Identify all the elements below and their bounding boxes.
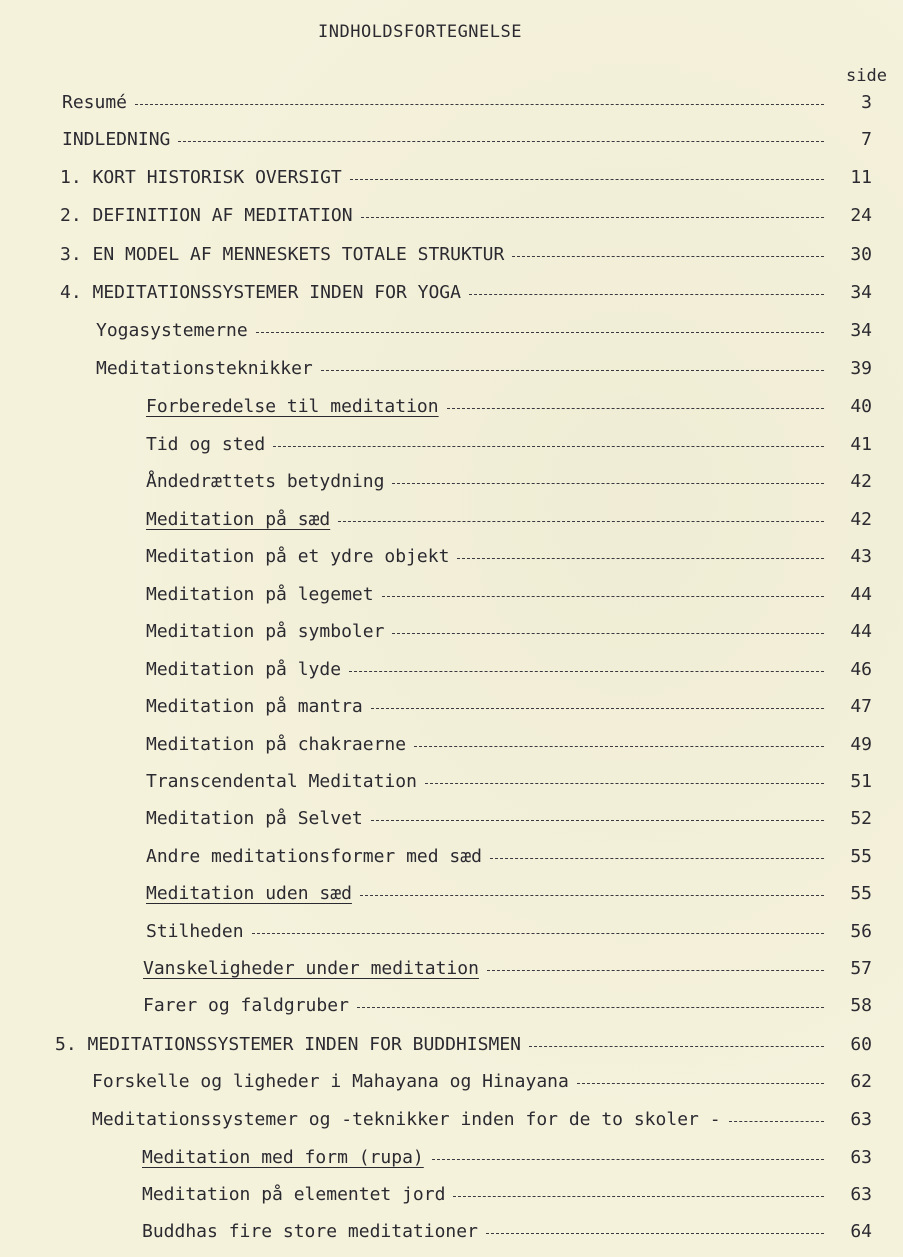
toc-entry-page: 64 xyxy=(850,1221,872,1242)
toc-leader-dashes xyxy=(135,104,824,105)
toc-entry xyxy=(96,358,872,384)
toc-entry xyxy=(146,808,872,834)
toc-entry-label: Tid og sted xyxy=(146,434,266,455)
toc-entry-page: 63 xyxy=(850,1109,872,1130)
toc-entry-page: 30 xyxy=(850,244,872,265)
toc-leader-dashes xyxy=(360,895,824,896)
toc-entry-page: 34 xyxy=(850,320,872,341)
toc-entry-label: Resumé xyxy=(62,92,128,113)
toc-entry xyxy=(146,471,872,497)
toc-entry xyxy=(55,1034,872,1060)
toc-entry-label: Stilheden xyxy=(146,921,244,942)
toc-entry-label: 4. MEDITATIONSSYSTEMER INDEN FOR YOGA xyxy=(60,282,461,303)
toc-entry xyxy=(62,129,872,155)
toc-entry xyxy=(146,584,872,610)
toc-entry-label: 2. DEFINITION AF MEDITATION xyxy=(60,205,353,226)
toc-entry-label: 5. MEDITATIONSSYSTEMER INDEN FOR BUDDHISMEN xyxy=(55,1034,521,1055)
toc-entry-page: 49 xyxy=(850,734,872,755)
toc-entry xyxy=(146,771,872,797)
toc-entry-page: 47 xyxy=(850,696,872,717)
toc-entry-page: 44 xyxy=(850,584,872,605)
toc-entry xyxy=(146,921,872,947)
toc-entry xyxy=(146,883,872,909)
toc-entry-page: 46 xyxy=(850,659,872,680)
page-title: INDHOLDSFORTEGNELSE xyxy=(318,22,522,42)
toc-entry xyxy=(142,1147,872,1173)
toc-leader-dashes xyxy=(469,294,824,295)
toc-leader-dashes xyxy=(178,141,824,142)
toc-entry-page: 63 xyxy=(850,1147,872,1168)
toc-entry xyxy=(142,1184,872,1210)
toc-entry xyxy=(146,659,872,685)
toc-entry-page: 44 xyxy=(850,621,872,642)
toc-entry-page: 41 xyxy=(850,434,872,455)
toc-entry-page: 40 xyxy=(850,396,872,417)
toc-entry-page: 56 xyxy=(850,921,872,942)
toc-entry xyxy=(96,320,872,346)
toc-entry-label: Meditation på mantra xyxy=(146,696,363,717)
toc-entry xyxy=(60,167,872,193)
toc-entry-label: Meditation på et ydre objekt xyxy=(146,546,450,567)
toc-entry-label: Forberedelse til meditation xyxy=(146,396,439,417)
toc-leader-dashes xyxy=(447,408,824,409)
toc-leader-dashes xyxy=(392,483,824,484)
toc-entry-page: 63 xyxy=(850,1184,872,1205)
toc-entry-label: Meditation på lyde xyxy=(146,659,342,680)
toc-entry xyxy=(146,621,872,647)
toc-entry-page: 52 xyxy=(850,808,872,829)
toc-entry-label: Meditation uden sæd xyxy=(146,883,352,904)
toc-entry-label: Meditation på sæd xyxy=(146,509,331,530)
toc-entry-page: 24 xyxy=(850,205,872,226)
toc-entry-label: Andre meditationsformer med sæd xyxy=(146,846,482,867)
toc-entry-label: Buddhas fire store meditationer xyxy=(142,1221,478,1242)
toc-leader-dashes xyxy=(432,1159,824,1160)
toc-entry-page: 11 xyxy=(850,167,872,188)
toc-entry-page: 43 xyxy=(850,546,872,567)
toc-entry-label: Meditationsteknikker xyxy=(96,358,313,379)
toc-entry-label: Åndedrættets betydning xyxy=(146,471,385,492)
toc-entry xyxy=(146,509,872,535)
toc-entry xyxy=(146,546,872,572)
toc-leader-dashes xyxy=(338,521,824,522)
toc-leader-dashes xyxy=(577,1083,824,1084)
toc-entry-page: 60 xyxy=(850,1034,872,1055)
toc-leader-dashes xyxy=(487,970,824,971)
toc-entry-label: 1. KORT HISTORISK OVERSIGT xyxy=(60,167,342,188)
toc-leader-dashes xyxy=(457,558,824,559)
toc-entry-page: 39 xyxy=(850,358,872,379)
toc-leader-dashes xyxy=(486,1233,824,1234)
toc-entry xyxy=(143,958,872,984)
toc-entry xyxy=(146,696,872,722)
toc-leader-dashes xyxy=(350,179,824,180)
toc-entry-page: 57 xyxy=(850,958,872,979)
toc-leader-dashes xyxy=(490,858,824,859)
toc-entry-label: Transcendental Meditation xyxy=(146,771,417,792)
toc-entry-label: Yogasystemerne xyxy=(96,320,248,341)
toc-entry xyxy=(146,434,872,460)
toc-entry-page: 55 xyxy=(850,846,872,867)
toc-entry-page: 42 xyxy=(850,471,872,492)
toc-entry xyxy=(146,846,872,872)
toc-entry-label: Meditation på symboler xyxy=(146,621,385,642)
page-column-header: side xyxy=(846,66,887,86)
toc-entry-page: 62 xyxy=(850,1071,872,1092)
toc-entry-label: Meditation på elementet jord xyxy=(142,1184,446,1205)
toc-leader-dashes xyxy=(512,256,824,257)
toc-entry-page: 58 xyxy=(850,995,872,1016)
toc-leader-dashes xyxy=(425,783,824,784)
toc-entry xyxy=(92,1071,872,1097)
toc-entry-label: Meditation på legemet xyxy=(146,584,374,605)
toc-entry xyxy=(92,1109,872,1135)
toc-entry-label: Meditation på Selvet xyxy=(146,808,363,829)
toc-leader-dashes xyxy=(729,1121,824,1122)
toc-entry xyxy=(60,244,872,270)
toc-entry-page: 55 xyxy=(850,883,872,904)
toc-entry-label: Meditation med form (rupa) xyxy=(142,1147,424,1168)
toc-leader-dashes xyxy=(382,596,824,597)
toc-entry xyxy=(62,92,872,118)
toc-entry-page: 34 xyxy=(850,282,872,303)
toc-leader-dashes xyxy=(529,1046,824,1047)
toc-leader-dashes xyxy=(349,671,824,672)
toc-entry-label: Forskelle og ligheder i Mahayana og Hinayana xyxy=(92,1071,569,1092)
toc-entry-page: 51 xyxy=(850,771,872,792)
toc-entry xyxy=(143,995,872,1021)
toc-entry xyxy=(60,282,872,308)
toc-leader-dashes xyxy=(357,1007,824,1008)
toc-entry-label: Vanskeligheder under meditation xyxy=(143,958,479,979)
toc-entry-label: Meditationssystemer og -teknikker inden for de to skoler - xyxy=(92,1109,721,1130)
toc-entry-label: Meditation på chakraerne xyxy=(146,734,407,755)
toc-leader-dashes xyxy=(252,933,824,934)
toc-entry-page: 42 xyxy=(850,509,872,530)
toc-entry-page: 7 xyxy=(861,129,872,150)
toc-leader-dashes xyxy=(321,370,824,371)
toc-leader-dashes xyxy=(453,1196,824,1197)
toc-entry xyxy=(60,205,872,231)
toc-entry-label: INDLEDNING xyxy=(62,129,171,150)
toc-entry-page: 3 xyxy=(861,92,872,113)
toc-leader-dashes xyxy=(361,217,824,218)
toc-leader-dashes xyxy=(414,746,824,747)
toc-entry xyxy=(142,1221,872,1247)
toc-leader-dashes xyxy=(256,332,824,333)
toc-entry-label: Farer og faldgruber xyxy=(143,995,349,1016)
toc-entry xyxy=(146,396,872,422)
toc-leader-dashes xyxy=(392,633,824,634)
toc-entry-label: 3. EN MODEL AF MENNESKETS TOTALE STRUKTUR xyxy=(60,244,505,265)
toc-leader-dashes xyxy=(371,708,824,709)
toc-entry xyxy=(146,734,872,760)
toc-leader-dashes xyxy=(371,820,824,821)
toc-leader-dashes xyxy=(273,446,824,447)
